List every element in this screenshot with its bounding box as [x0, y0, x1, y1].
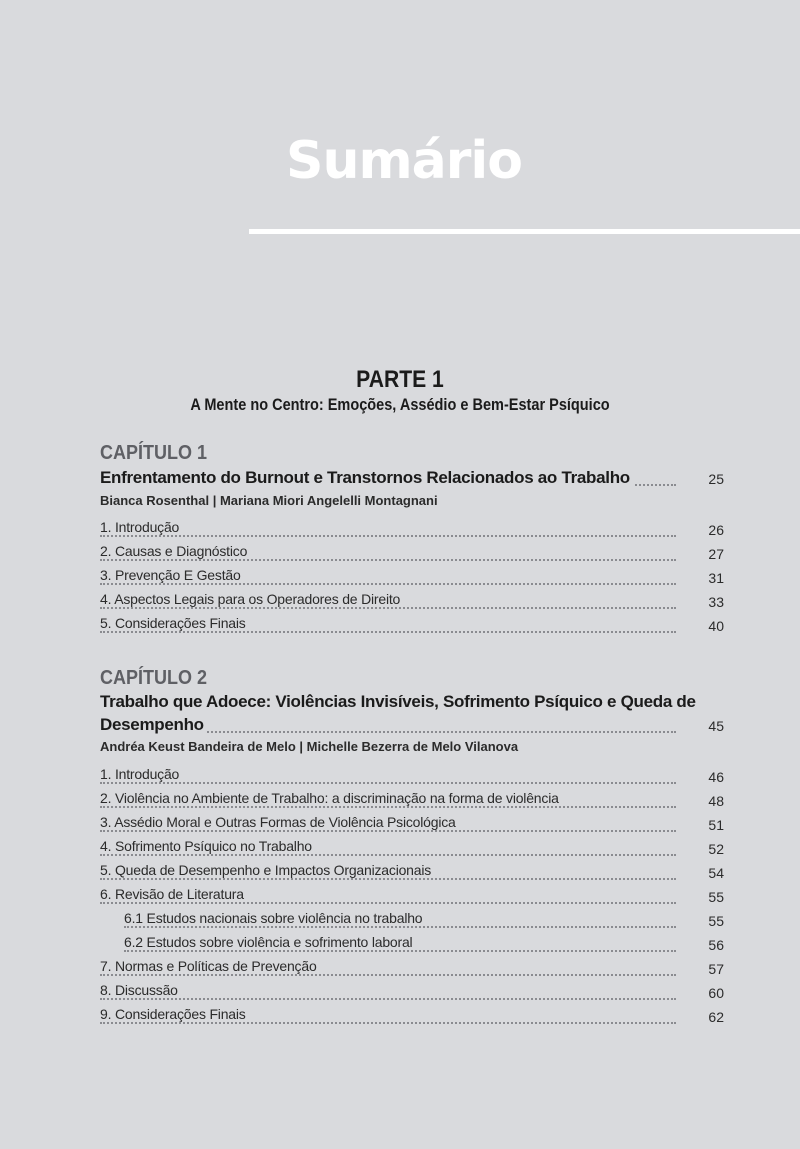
leader-dots: [100, 974, 676, 976]
chapter-2-title-row[interactable]: [100, 715, 724, 737]
toc-entry[interactable]: [100, 519, 724, 541]
toc-entry-title: 7. Normas e Políticas de Prevenção: [100, 958, 320, 974]
toc-entry-title: 3. Prevenção E Gestão: [100, 567, 244, 583]
chapter-2-title-line1[interactable]: Trabalho que Adoece: Violências Invisíveis, Sofrimento Psíquico e Queda de: [100, 692, 696, 711]
page-number: 45: [708, 718, 724, 734]
toc-entry[interactable]: [100, 567, 724, 589]
toc-entry[interactable]: [100, 886, 724, 908]
page-number: 52: [708, 841, 724, 857]
leader-dots: [100, 535, 676, 537]
toc-entry-title: 8. Discussão: [100, 982, 181, 998]
page-title: Sumário: [286, 131, 522, 191]
toc-subentry[interactable]: [124, 910, 724, 932]
toc-entry-title: 4. Aspectos Legais para os Operadores de Direito: [100, 591, 403, 607]
chapter-2-label: CAPÍTULO 2: [100, 667, 208, 689]
toc-entry[interactable]: [100, 615, 724, 637]
part-label: PARTE 1: [356, 366, 444, 393]
toc-entry-title: 9. Considerações Finais: [100, 1006, 249, 1022]
chapter-1-title-row[interactable]: [100, 468, 724, 490]
leader-dots: [100, 830, 676, 832]
leader-dots: [100, 583, 676, 585]
toc-entry-title: 2. Violência no Ambiente de Trabalho: a discriminação na forma de violência: [100, 790, 562, 806]
page-number: 46: [708, 769, 724, 785]
leader-dots: [100, 607, 676, 609]
page-number: 55: [708, 913, 724, 929]
toc-entry[interactable]: [100, 1006, 724, 1028]
title-underline: [249, 229, 800, 234]
page-number: 25: [708, 471, 724, 487]
leader-dots: [100, 806, 676, 808]
leader-dots: [124, 950, 676, 952]
toc-entry[interactable]: [100, 958, 724, 980]
toc-entry-title: 3. Assédio Moral e Outras Formas de Violência Psicológica: [100, 814, 459, 830]
chapter-1-authors: Bianca Rosenthal | Mariana Miori Angelelli Montagnani: [100, 493, 438, 508]
toc-subentry[interactable]: [124, 934, 724, 956]
toc-entry-title: 5. Considerações Finais: [100, 615, 249, 631]
page-number: 31: [708, 570, 724, 586]
leader-dots: [100, 854, 676, 856]
toc-entry-title: 1. Introdução: [100, 519, 182, 535]
page-number: 40: [708, 618, 724, 634]
toc-entry[interactable]: [100, 766, 724, 788]
chapter-1-title: Enfrentamento do Burnout e Transtornos Relacionados ao Trabalho: [100, 468, 633, 487]
leader-dots: [100, 631, 676, 633]
chapter-1-label: CAPÍTULO 1: [100, 442, 208, 464]
page-number: 57: [708, 961, 724, 977]
toc-entry[interactable]: [100, 862, 724, 884]
toc-entry[interactable]: [100, 790, 724, 812]
toc-entry-title: 6.2 Estudos sobre violência e sofrimento laboral: [124, 934, 415, 950]
page-number: 56: [708, 937, 724, 953]
page-number: 62: [708, 1009, 724, 1025]
page-number: 51: [708, 817, 724, 833]
leader-dots: [100, 878, 676, 880]
toc-entry-title: 5. Queda de Desempenho e Impactos Organizacionais: [100, 862, 434, 878]
page-number: 33: [708, 594, 724, 610]
toc-entry-title: 6.1 Estudos nacionais sobre violência no trabalho: [124, 910, 425, 926]
leader-dots: [100, 998, 676, 1000]
toc-entry[interactable]: [100, 591, 724, 613]
leader-dots: [100, 782, 676, 784]
toc-entry-title: 4. Sofrimento Psíquico no Trabalho: [100, 838, 315, 854]
page-number: 60: [708, 985, 724, 1001]
toc-entry-title: 1. Introdução: [100, 766, 182, 782]
page-number: 27: [708, 546, 724, 562]
toc-entry[interactable]: [100, 982, 724, 1004]
page-number: 54: [708, 865, 724, 881]
leader-dots: [100, 559, 676, 561]
chapter-2-title-line2: Desempenho: [100, 715, 207, 734]
toc-entry-title: 6. Revisão de Literatura: [100, 886, 247, 902]
chapter-2-authors: Andréa Keust Bandeira de Melo | Michelle Bezerra de Melo Vilanova: [100, 739, 519, 754]
page-number: 48: [708, 793, 724, 809]
part-subtitle: A Mente no Centro: Emoções, Assédio e Bem-Estar Psíquico: [190, 396, 610, 414]
page-number: 26: [708, 522, 724, 538]
toc-entry[interactable]: [100, 838, 724, 860]
toc-entry-title: 2. Causas e Diagnóstico: [100, 543, 250, 559]
toc-entry[interactable]: [100, 543, 724, 565]
leader-dots: [100, 902, 676, 904]
leader-dots: [100, 1022, 676, 1024]
leader-dots: [124, 926, 676, 928]
toc-entry[interactable]: [100, 814, 724, 836]
page-number: 55: [708, 889, 724, 905]
